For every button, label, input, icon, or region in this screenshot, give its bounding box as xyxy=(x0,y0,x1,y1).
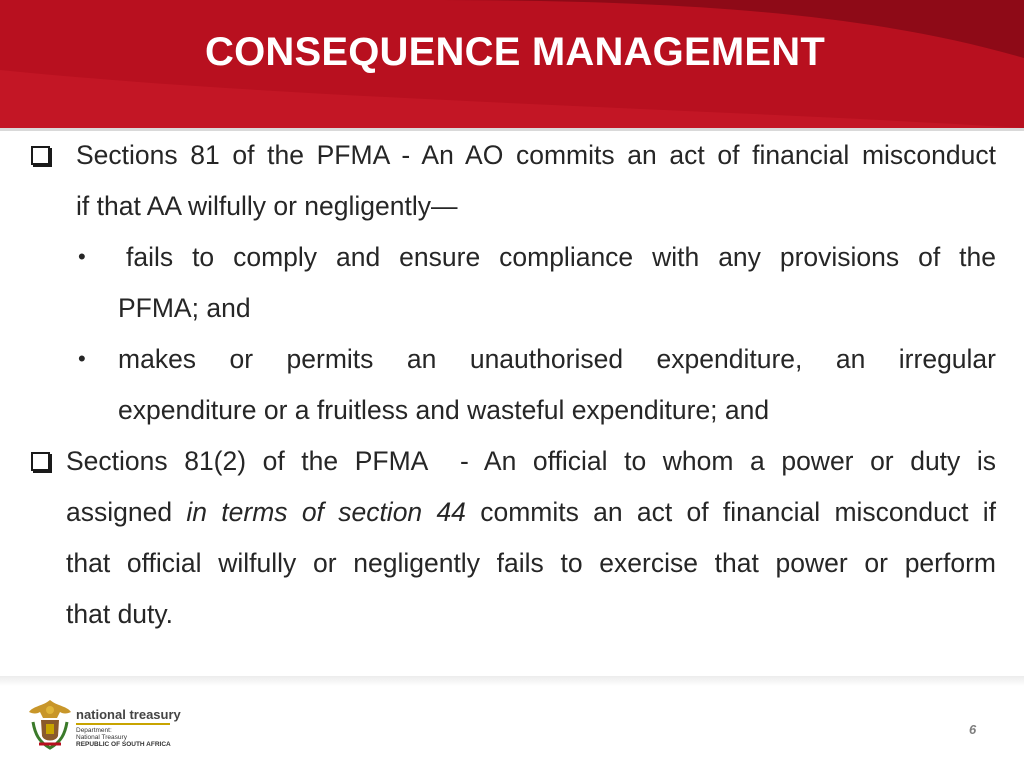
bullet-dot: • xyxy=(78,346,86,371)
checkbox-bullet-icon xyxy=(31,146,50,165)
item2-line3: that official wilfully or negligently fails to exercise that power or perform xyxy=(66,548,996,578)
item1-line1: Sections 81 of the PFMA - An AO commits an act of financial misconduct xyxy=(76,140,996,170)
item2-line2 xyxy=(66,497,996,527)
bullet1-line1: fails to comply and ensure compliance with any provisions of the xyxy=(126,242,996,272)
item2-line2-suffix: commits an act of financial misconduct if xyxy=(480,497,997,527)
section44-reference: in terms of section 44 xyxy=(186,497,466,527)
item2-line1: Sections 81(2) of the PFMA - An official to whom a power or duty is xyxy=(66,446,996,476)
coat-of-arms-icon xyxy=(27,698,73,750)
org-underline xyxy=(76,723,170,725)
org-name: national treasury xyxy=(76,707,181,722)
page-number: 6 xyxy=(969,722,977,737)
bullet-dot: • xyxy=(78,244,86,269)
title-banner xyxy=(0,0,1024,128)
org-sub-line: National Treasury xyxy=(76,734,127,741)
item2-line2-prefix: assigned xyxy=(66,497,173,527)
bullet1-line2: PFMA; and xyxy=(118,293,251,323)
item2-line4: that duty. xyxy=(66,599,174,629)
checkbox-bullet-icon xyxy=(31,452,50,471)
bullet2-line2: expenditure or a fruitless and wasteful expenditure; and xyxy=(118,395,770,425)
page-title: CONSEQUENCE MANAGEMENT xyxy=(205,30,825,74)
bullet2-line1: makes or permits an unauthorised expenditure, an irregular xyxy=(118,344,996,374)
org-sub-line: Department: xyxy=(76,727,112,734)
item1-line2: if that AA wilfully or negligently— xyxy=(76,191,458,221)
header-divider xyxy=(0,128,1024,131)
org-sub-line: REPUBLIC OF SOUTH AFRICA xyxy=(76,741,171,748)
footer-divider xyxy=(0,676,1024,686)
